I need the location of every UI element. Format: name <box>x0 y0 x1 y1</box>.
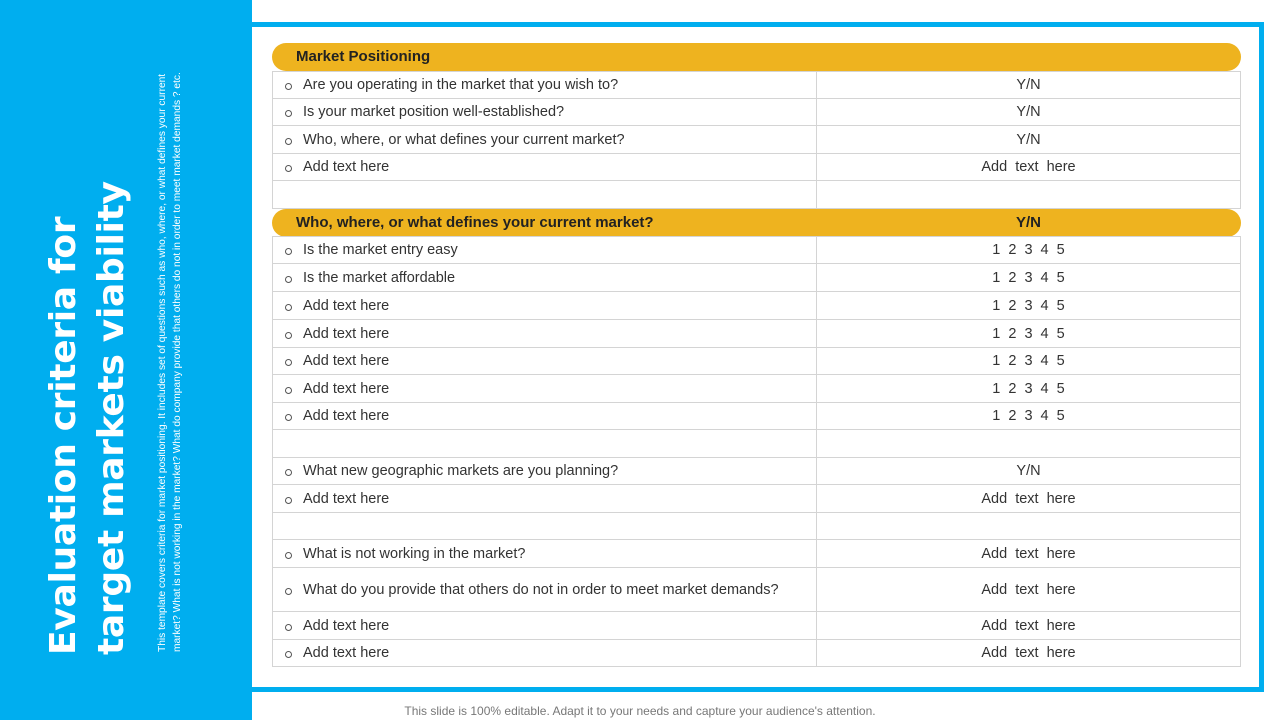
table-row-empty <box>272 430 1241 458</box>
question-text: Add text here <box>303 645 390 661</box>
answer-cell: Add text here <box>981 617 1076 634</box>
table-row <box>272 485 1241 513</box>
empty-cell <box>817 181 1240 208</box>
empty-cell <box>273 430 817 457</box>
bullet-icon <box>285 469 292 476</box>
table-row <box>272 320 1241 348</box>
table-row <box>272 348 1241 375</box>
rating-cell: 1 2 3 4 5 <box>992 269 1065 286</box>
question-text: What is not working in the market? <box>303 545 526 562</box>
question-cell <box>273 264 817 291</box>
question-cell <box>273 375 817 402</box>
current-market-table <box>272 236 1241 667</box>
question-text: Add text here <box>303 353 390 369</box>
table-row <box>272 403 1241 430</box>
rating-cell: 1 2 3 4 5 <box>992 408 1065 424</box>
rating-cell: 1 2 3 4 5 <box>992 380 1065 397</box>
section-header-current-market <box>272 209 1241 237</box>
table-row <box>272 99 1241 126</box>
question-cell <box>273 72 817 98</box>
bullet-icon <box>285 552 292 559</box>
question-cell <box>273 154 817 180</box>
empty-cell <box>273 181 817 208</box>
question-cell <box>273 640 817 666</box>
bullet-icon <box>285 588 292 595</box>
question-text: Is the market affordable <box>303 269 456 286</box>
bullet-icon <box>285 414 292 421</box>
bullet-icon <box>285 304 292 311</box>
table-row <box>272 264 1241 292</box>
table-row <box>272 292 1241 320</box>
question-cell <box>273 403 817 429</box>
bullet-icon <box>285 276 292 283</box>
question-text: Add text here <box>303 297 390 314</box>
table-row-empty <box>272 181 1241 209</box>
question-text: Add text here <box>303 159 390 175</box>
bullet-icon <box>285 83 292 90</box>
question-text: Add text here <box>303 408 390 424</box>
table-row <box>272 568 1241 612</box>
rating-cell: 1 2 3 4 5 <box>992 297 1065 314</box>
answer-cell: Add text here <box>981 545 1076 562</box>
question-text: Add text here <box>303 490 390 507</box>
table-row <box>272 540 1241 568</box>
rating-cell: 1 2 3 4 5 <box>992 325 1065 342</box>
question-cell <box>273 348 817 374</box>
answer-cell: Y/N <box>1016 77 1041 93</box>
question-text: What do you provide that others do not in order to meet market demands? <box>303 581 779 598</box>
bullet-icon <box>285 624 292 631</box>
bullet-icon <box>285 165 292 172</box>
table-row <box>272 236 1241 264</box>
section-header-market-positioning <box>272 43 1241 71</box>
question-cell <box>273 568 817 611</box>
question-cell <box>273 540 817 567</box>
table-row <box>272 126 1241 154</box>
table-row <box>272 612 1241 640</box>
question-cell <box>273 292 817 319</box>
question-cell <box>273 99 817 125</box>
question-cell <box>273 126 817 153</box>
bullet-icon <box>285 387 292 394</box>
question-cell <box>273 485 817 512</box>
table-row <box>272 458 1241 485</box>
question-text: Is the market entry easy <box>303 242 458 258</box>
answer-cell: Add text here <box>981 645 1076 661</box>
rating-cell: 1 2 3 4 5 <box>992 242 1065 258</box>
rating-cell: 1 2 3 4 5 <box>992 353 1065 369</box>
question-cell <box>273 320 817 347</box>
table-row <box>272 375 1241 403</box>
question-text: What new geographic markets are you planning? <box>303 463 619 479</box>
empty-cell <box>817 430 1240 457</box>
question-text: Is your market position well-established? <box>303 104 565 120</box>
table-row <box>272 154 1241 181</box>
question-text: Add text here <box>303 325 390 342</box>
bullet-icon <box>285 248 292 255</box>
table-row-empty <box>272 513 1241 540</box>
answer-cell: Add text here <box>981 581 1076 598</box>
answer-cell: Add text here <box>981 490 1076 507</box>
bullet-icon <box>285 359 292 366</box>
bullet-icon <box>285 110 292 117</box>
market-positioning-table <box>272 71 1241 209</box>
question-text: Add text here <box>303 380 390 397</box>
empty-cell <box>273 513 817 539</box>
question-text: Add text here <box>303 617 390 634</box>
question-cell <box>273 237 817 263</box>
bullet-icon <box>285 332 292 339</box>
answer-cell: Y/N <box>1016 131 1041 148</box>
bullet-icon <box>285 497 292 504</box>
bullet-icon <box>285 138 292 145</box>
slide-title: Evaluation criteria for target markets viability <box>43 181 132 655</box>
question-cell <box>273 612 817 639</box>
slide-footer <box>0 704 1280 718</box>
empty-cell <box>817 513 1240 539</box>
question-cell <box>273 458 817 484</box>
section-header-label: Market Positioning <box>296 48 431 65</box>
answer-cell: Y/N <box>1016 463 1041 479</box>
section-header-label: Who, where, or what defines your current market? <box>296 214 654 231</box>
slide-description: This template covers criteria for market positioning. It includes set of questions such as who, where, or what defines your current market? What is not working in the market? What do company provide that others do not in order to meet market demands ? etc. <box>157 72 183 652</box>
question-text: Who, where, or what defines your current market? <box>303 131 625 148</box>
answer-cell: Y/N <box>1016 104 1041 120</box>
table-row <box>272 71 1241 99</box>
side-panel <box>0 0 252 720</box>
question-text: Are you operating in the market that you wish to? <box>303 77 619 93</box>
answer-cell: Add text here <box>981 159 1076 175</box>
footer-text: This slide is 100% editable. Adapt it to your needs and capture your audience's attention. <box>404 704 876 718</box>
table-row <box>272 640 1241 667</box>
section-header-value: Y/N <box>1015 214 1041 231</box>
bullet-icon <box>285 651 292 658</box>
